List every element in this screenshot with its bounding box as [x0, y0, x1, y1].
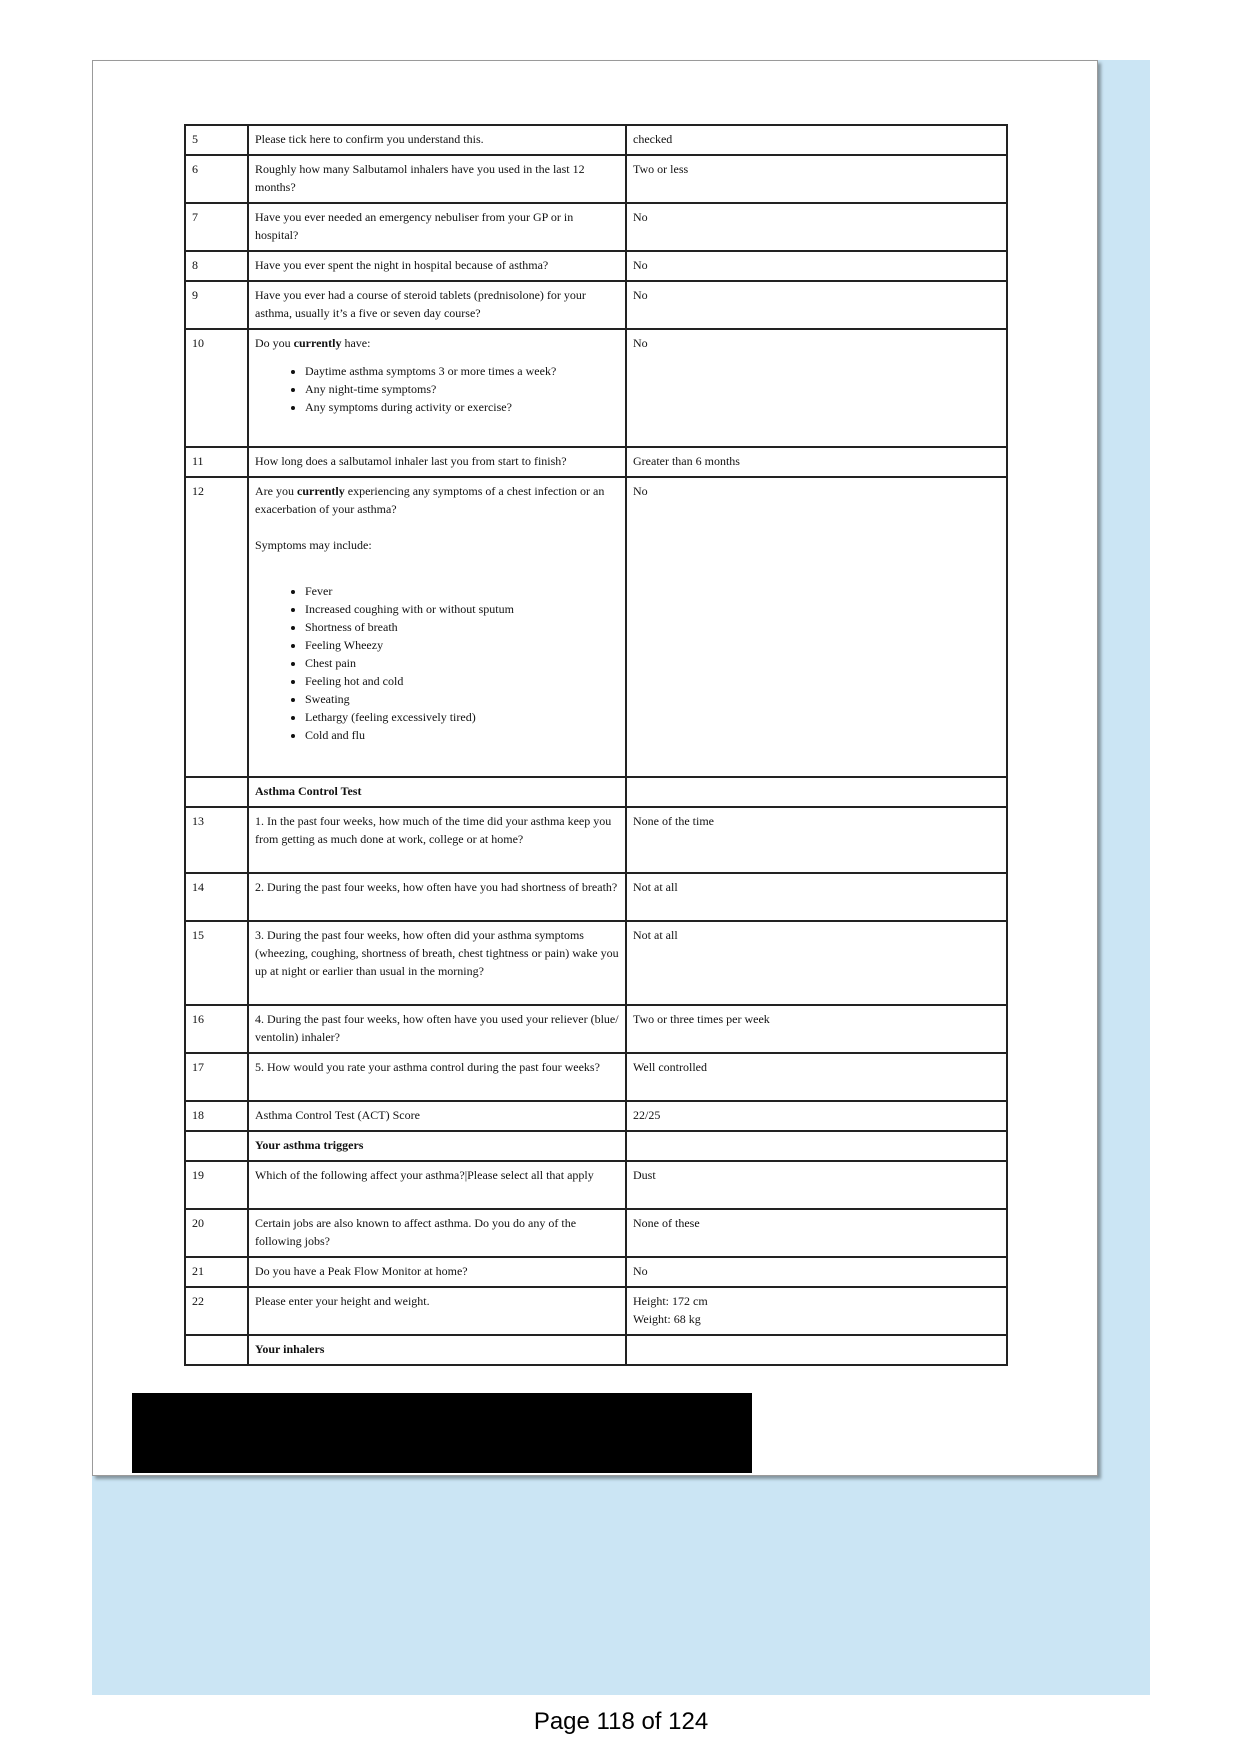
- table-row: [185, 251, 1007, 281]
- section-title: Your inhalers: [248, 1335, 626, 1365]
- section-row: [185, 1335, 1007, 1365]
- questionnaire-table: [184, 124, 1008, 1366]
- answer-text: [626, 777, 1007, 807]
- question-text: Have you ever needed an emergency nebuliser from your GP or in hospital?: [248, 203, 626, 251]
- answer-text: Not at all: [626, 921, 1007, 1005]
- answer-text: No: [626, 477, 1007, 777]
- table-row: [185, 1287, 1007, 1335]
- symptom-list: [285, 362, 619, 416]
- section-title: Asthma Control Test: [248, 777, 626, 807]
- answer-text: No: [626, 1257, 1007, 1287]
- question-text: Please tick here to confirm you understand this.: [248, 125, 626, 155]
- list-item: • Feeling hot and cold: [305, 672, 619, 690]
- answer-text: Two or three times per week: [626, 1005, 1007, 1053]
- list-item: • Any symptoms during activity or exercise?: [305, 398, 619, 416]
- question-text: Please enter your height and weight.: [248, 1287, 626, 1335]
- table-row: [185, 155, 1007, 203]
- row-number: [185, 1335, 248, 1365]
- question-text: 4. During the past four weeks, how often have you used your reliever (blue/ ventolin) inhaler?: [248, 1005, 626, 1053]
- question-text: Have you ever spent the night in hospital because of asthma?: [248, 251, 626, 281]
- table-row: [185, 1101, 1007, 1131]
- question-emphasis: currently: [297, 484, 345, 498]
- row-number: 21: [185, 1257, 248, 1287]
- row-number: 9: [185, 281, 248, 329]
- question-text: Roughly how many Salbutamol inhalers have you used in the last 12 months?: [248, 155, 626, 203]
- question-text: Asthma Control Test (ACT) Score: [248, 1101, 626, 1131]
- question-suffix: experiencing any symptoms of a chest infection or an exacerbation of your asthma?: [255, 484, 605, 516]
- table-row: [185, 1209, 1007, 1257]
- row-number: [185, 777, 248, 807]
- row-number: [185, 1131, 248, 1161]
- row-number: 5: [185, 125, 248, 155]
- table-row: [185, 1257, 1007, 1287]
- height-value: Height: 172 cm: [633, 1294, 708, 1308]
- list-item: • Chest pain: [305, 654, 619, 672]
- list-item: • Sweating: [305, 690, 619, 708]
- table-row: [185, 125, 1007, 155]
- answer-text: None of these: [626, 1209, 1007, 1257]
- row-number: 7: [185, 203, 248, 251]
- table-row: [185, 921, 1007, 1005]
- answer-text: Greater than 6 months: [626, 447, 1007, 477]
- question-text: Which of the following affect your asthma?|Please select all that apply: [248, 1161, 626, 1209]
- answer-text: Well controlled: [626, 1053, 1007, 1101]
- answer-cell: [626, 1287, 1007, 1335]
- symptoms-subheading: Symptoms may include:: [255, 538, 372, 552]
- spacer: [255, 518, 619, 536]
- question-suffix: have:: [341, 336, 371, 350]
- list-item: • Any night-time symptoms?: [305, 380, 619, 398]
- table-row: [185, 281, 1007, 329]
- answer-text: checked: [626, 125, 1007, 155]
- row-number: 6: [185, 155, 248, 203]
- row-number: 8: [185, 251, 248, 281]
- list-item: • Shortness of breath: [305, 618, 619, 636]
- question-text: Certain jobs are also known to affect asthma. Do you do any of the following jobs?: [248, 1209, 626, 1257]
- row-number: 14: [185, 873, 248, 921]
- list-item: • Increased coughing with or without sputum: [305, 600, 619, 618]
- table-row: [185, 203, 1007, 251]
- answer-text: Not at all: [626, 873, 1007, 921]
- row-number: 12: [185, 477, 248, 777]
- table-row: [185, 447, 1007, 477]
- list-item: • Feeling Wheezy: [305, 636, 619, 654]
- row-number: 16: [185, 1005, 248, 1053]
- answer-text: None of the time: [626, 807, 1007, 873]
- question-text: 3. During the past four weeks, how often did your asthma symptoms (wheezing, coughing, shortness of breath, chest tightness or pain) wake you up at night or earlier than usual in the morning?: [248, 921, 626, 1005]
- section-title: Your asthma triggers: [248, 1131, 626, 1161]
- section-row: [185, 1131, 1007, 1161]
- list-item: • Daytime asthma symptoms 3 or more times a week?: [305, 362, 619, 380]
- table-row: [185, 477, 1007, 777]
- symptom-list: [285, 582, 619, 744]
- answer-text: 22/25: [626, 1101, 1007, 1131]
- list-item: • Cold and flu: [305, 726, 619, 744]
- question-cell: [248, 477, 626, 777]
- row-number: 15: [185, 921, 248, 1005]
- question-text: 5. How would you rate your asthma control during the past four weeks?: [248, 1053, 626, 1101]
- answer-text: No: [626, 281, 1007, 329]
- table-row: [185, 1053, 1007, 1101]
- row-number: 22: [185, 1287, 248, 1335]
- row-number: 11: [185, 447, 248, 477]
- row-number: 20: [185, 1209, 248, 1257]
- scanned-document-page: [92, 60, 1098, 1476]
- answer-text: No: [626, 251, 1007, 281]
- question-prefix: Do you: [255, 336, 294, 350]
- question-text: [255, 482, 619, 518]
- weight-value: Weight: 68 kg: [633, 1312, 701, 1326]
- table-row: [185, 807, 1007, 873]
- question-text: How long does a salbutamol inhaler last you from start to finish?: [248, 447, 626, 477]
- table-row: [185, 1161, 1007, 1209]
- question-emphasis: currently: [293, 336, 342, 350]
- answer-text: Two or less: [626, 155, 1007, 203]
- spacer: [255, 554, 619, 572]
- answer-text: No: [626, 329, 1007, 447]
- page-number-label: Page 118 of 124: [533, 1708, 709, 1735]
- question-cell: [248, 329, 626, 447]
- question-text: Have you ever had a course of steroid tablets (prednisolone) for your asthma, usually it’s a five or seven day course?: [248, 281, 626, 329]
- question-text: 1. In the past four weeks, how much of the time did your asthma keep you from getting as much done at work, college or at home?: [248, 807, 626, 873]
- list-item: • Fever: [305, 582, 619, 600]
- row-number: 10: [185, 329, 248, 447]
- table-row: [185, 873, 1007, 921]
- table-row: [185, 1005, 1007, 1053]
- answer-text: Dust: [626, 1161, 1007, 1209]
- answer-text: [626, 1131, 1007, 1161]
- list-item: • Lethargy (feeling excessively tired): [305, 708, 619, 726]
- redaction-box: [132, 1393, 752, 1473]
- table-row: [185, 329, 1007, 447]
- row-number: 13: [185, 807, 248, 873]
- section-row: [185, 777, 1007, 807]
- row-number: 18: [185, 1101, 248, 1131]
- question-text: 2. During the past four weeks, how often have you had shortness of breath?: [248, 873, 626, 921]
- row-number: 19: [185, 1161, 248, 1209]
- question-text: Do you have a Peak Flow Monitor at home?: [248, 1257, 626, 1287]
- question-text: [255, 334, 619, 352]
- answer-text: No: [626, 203, 1007, 251]
- row-number: 17: [185, 1053, 248, 1101]
- question-prefix: Are you: [255, 484, 297, 498]
- answer-text: [626, 1335, 1007, 1365]
